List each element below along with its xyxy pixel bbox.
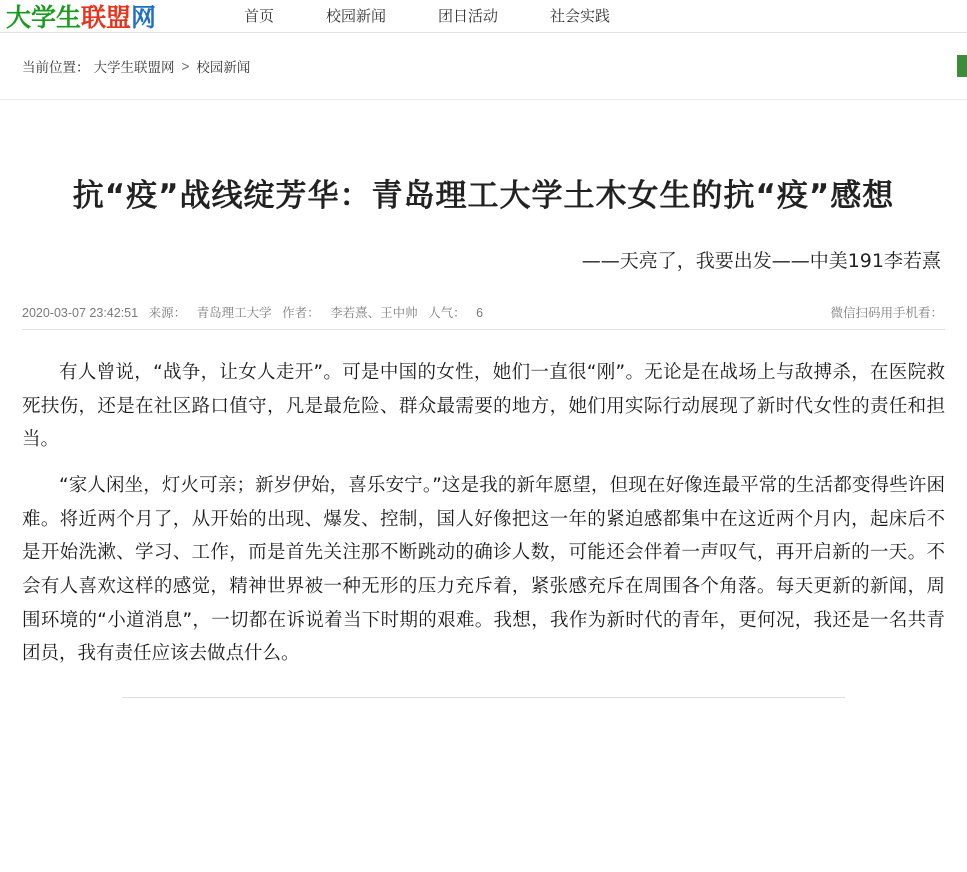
article-source: 青岛理工大学	[196, 306, 272, 321]
site-logo[interactable]	[0, 0, 200, 32]
breadcrumb	[0, 33, 967, 100]
breadcrumb-label: 当前位置：	[22, 60, 90, 75]
article-views-label: 人气：	[428, 306, 466, 321]
main-navigation	[218, 0, 636, 33]
article	[0, 172, 967, 698]
page-title: 抗“疫”战线绽芳华：青岛理工大学土木女生的抗“疫”感想	[72, 178, 895, 214]
site-header	[0, 0, 967, 33]
article-datetime: 2020-03-07 23:42:51	[22, 306, 139, 321]
article-body	[22, 356, 945, 671]
logo-text-part1: 大学生	[6, 3, 82, 32]
article-author-label: 作者：	[282, 306, 320, 321]
content-divider	[122, 697, 845, 698]
article-paragraph: “家人闲坐，灯火可亲；新岁伊始，喜乐安宁。”这是我的新年愿望，但现在好像连最平常的生活都变得些许困难。将近两个月了，从开始的出现、爆发、控制，国人好像把这一年的紧迫感都集中在这近两个月内，起床后不是开始洗漱、学习、工作，而是首先关注那不断跳动的确诊人数，可能还会伴着一声叹气，再开启新的一天。不会有人喜欢这样的感觉，精神世界被一种无形的压力充斥着，紧张感充斥在周围各个角落。每天更新的新闻，周围环境的“小道消息”，一切都在诉说着当下时期的艰难。我想，我作为新时代的青年，更何况，我还是一名共青团员，我有责任应该去做点什么。	[22, 475, 945, 665]
nav-item-league-day-activity[interactable]: 团日活动	[438, 7, 499, 25]
breadcrumb-link-home[interactable]: 大学生联盟网	[93, 60, 175, 75]
logo-text-part2: 联盟	[81, 3, 132, 32]
nav-item-home[interactable]: 首页	[244, 7, 275, 25]
logo-text-part3: 网	[131, 3, 157, 32]
breadcrumb-separator: >	[181, 58, 190, 74]
wechat-scan-hint: 微信扫码用手机看：	[830, 306, 943, 321]
article-meta-left	[22, 303, 490, 321]
accent-block	[957, 55, 967, 77]
article-meta	[22, 303, 945, 330]
breadcrumb-link-current[interactable]: 校园新闻	[196, 60, 251, 75]
article-subtitle: ——天亮了，我要出发——中美191李若熹	[581, 250, 941, 273]
nav-item-social-practice[interactable]: 社会实践	[550, 7, 611, 25]
nav-item-campus-news[interactable]: 校园新闻	[326, 7, 387, 25]
article-author: 李若熹、王中帅	[330, 306, 418, 321]
article-views-count: 6	[476, 306, 484, 321]
article-source-label: 来源：	[148, 306, 187, 321]
article-paragraph: 有人曾说，“战争，让女人走开”。可是中国的女性，她们一直很“刚”。无论是在战场上与敌搏杀，在医院救死扶伤，还是在社区路口值守，凡是最危险、群众最需要的地方，她们用实际行动展现了新时代女性的责任和担当。	[22, 362, 945, 451]
